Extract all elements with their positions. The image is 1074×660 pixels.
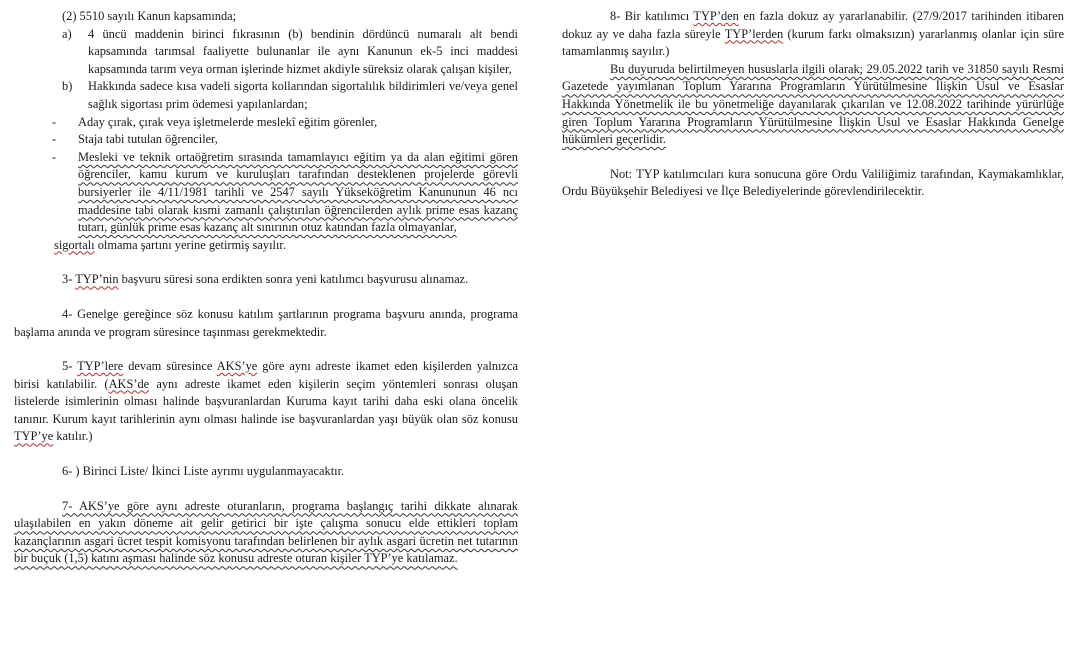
paragraph-3 bbox=[14, 271, 518, 289]
paragraph-4: 4- Genelge gereğince söz konusu katılım şartlarının programa başvuru anında, programa başlama anında ve program süresince taşınması gerekmektedir. bbox=[14, 306, 518, 339]
dash-text-3: Mesleki ve teknik ortaöğretim sırasında tamamlayıcı eğitim ya da alan eğitimi gören öğrenciler, kamu kurum ve kuruluşları tarafından desteklenen projelerde görevli bursiyerler ile 4/11/1981 tarihli ve 2547 sayılı Yükseköğretim Kanununun 46 ncı maddesine tabi olarak kısmi zamanlı çalıştırılan öğrencilerden aylık prime esas kazanç tutarı, günlük prime esas kazanç alt sınırının otuz katından fazla olmayanlar, bbox=[78, 149, 518, 235]
right-column bbox=[562, 8, 1064, 201]
list-text-a: 4 üncü maddenin birinci fıkrasının (b) bendinin dördüncü numaralı alt bendi kapsamında tarımsal faaliyette bulunanlar ile aynı Kanunun ek-5 inci maddesi kapsamında tarım veya orman işlerinde hizmet akdiyle süreksiz olarak çalışan kişiler, bbox=[88, 26, 518, 76]
sigortali-line bbox=[14, 237, 518, 255]
paragraph-5-text: aynı adreste ikamet eden kişilerin seçim yöntemleri sonrası oluşan listelerde isimlerinin olması halinde başvuranlardan Kuruma kayıt tarihi daha eski olana öncelik tanınır. Kurum kayıt tarihlerinin aynı olması halinde ise başvuranlardan yaşı büyük olan söz konusu bbox=[14, 376, 518, 426]
paragraph-3-text: başvuru süresi sona erdikten sonra yeni katılımcı başvurusu alınamaz. bbox=[118, 272, 469, 287]
dash-item-3 bbox=[14, 149, 518, 237]
paragraph-7: 7- AKS’ye göre aynı adreste oturanların, programa başlangıç tarihi dikkate alınarak ulaşılabilen en yakın döneme ait gelir getirici bir işte çalışma sonucu elde ettikleri toplam kazançlarının asgari ücret tespit komisyonu tarafından belirlenen bir aylık asgari ücretin net tutarının bir buçuk (1,5) katını aşması halinde söz konusu adreste oturan kişiler TYP’ye katılamaz. bbox=[14, 498, 518, 566]
dash-marker: - bbox=[52, 114, 57, 129]
paragraph-8-text: en fazla dokuz ay yararlanabilir. (27/9/2017 tarihinden itibaren dokuz ay ve daha fazla süreyle bbox=[562, 9, 1064, 41]
typ-term: TYP’nin bbox=[75, 272, 119, 287]
paragraph-2-intro: (2) 5510 sayılı Kanun kapsamında; bbox=[62, 9, 237, 23]
list-marker-a: a) bbox=[62, 26, 72, 41]
dash-text-2: Staja tabi tutulan öğrenciler, bbox=[78, 132, 218, 147]
paragraph-3-number: 3- bbox=[62, 272, 73, 287]
dash-item-2 bbox=[14, 131, 518, 149]
paragraph-5-text: katılır.) bbox=[53, 429, 93, 444]
paragraph-8-text: (kurum farkı olmaksızın) yararlanmış olanlar için süre tamamlanmış sayılır.) bbox=[562, 26, 1064, 59]
list-item-a bbox=[14, 26, 518, 79]
dash-marker: - bbox=[52, 132, 57, 147]
aks-term: AKS’de bbox=[108, 376, 150, 391]
list-item-b bbox=[14, 78, 518, 113]
sigortali-rest: olmama şartını yerine getirmiş sayılır. bbox=[94, 237, 286, 252]
list-marker-b: b) bbox=[62, 79, 73, 94]
paragraph-5-text: göre aynı adreste ikamet eden kişilerden yalnızca birisi katılabilir. ( bbox=[14, 359, 518, 391]
typ-term: TYP’lere bbox=[77, 359, 124, 374]
paragraph-8 bbox=[562, 8, 1064, 61]
aks-term: AKS’ye bbox=[216, 359, 258, 374]
paragraph-8-text: 8- Bir katılımcı bbox=[610, 9, 694, 23]
paragraph-6: 6- ) Birinci Liste/ İkinci Liste ayrımı uygulanmayacaktır. bbox=[62, 464, 345, 479]
list-text-b: Hakkında sadece kısa vadeli sigorta kollarından sigortalılık bildirimleri ve/veya genel sağlık sigortası prim ödemesi yapılanlardan; bbox=[88, 79, 518, 111]
paragraph-note: Not: TYP katılımcıları kura sonucuna göre Ordu Valiliğimiz tarafından, Kaymakamlıklar, Ordu Büyükşehir Belediyesi ve İlçe Belediyelerinde görevlendirilecektir. bbox=[562, 166, 1064, 199]
paragraph-5-text: devam süresince bbox=[123, 359, 217, 374]
dash-text-1: Aday çırak, çırak veya işletmelerde meslekî eğitim görenler, bbox=[78, 114, 378, 129]
typ-term: TYP’ye bbox=[14, 429, 54, 444]
paragraph-legal-reference: Bu duyuruda belirtilmeyen hususlarla ilgili olarak; 29.05.2022 tarih ve 31850 sayılı Resmi Gazetede yayımlanan Toplum Yararına Programların Yürütülmesine İlişkin Usul ve Esaslar Hakkında Yönetmelik ile bu yönetmeliğe dayanılarak çıkarılan ve 12.08.2022 tarihinde yürürlüğe giren Toplum Yararına Programların Yürütülmesine İlişkin Usul ve Esaslar Hakkında Genelge hükümleri geçerlidir. bbox=[562, 61, 1064, 147]
paragraph-5 bbox=[14, 358, 518, 446]
dash-item-1 bbox=[14, 114, 518, 132]
left-column bbox=[14, 8, 518, 568]
dash-marker: - bbox=[52, 149, 57, 164]
sigortali-word: sigortalı bbox=[54, 237, 95, 252]
paragraph-5-number: 5- bbox=[62, 359, 78, 374]
typ-term: TYP’lerden bbox=[724, 26, 784, 41]
typ-term: TYP’den bbox=[693, 9, 739, 23]
